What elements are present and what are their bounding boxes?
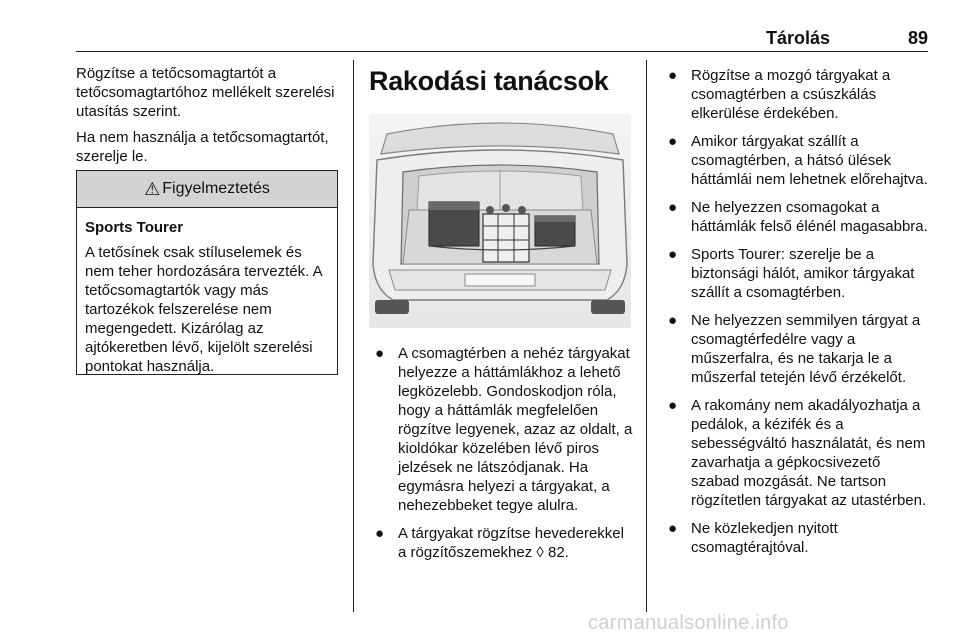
warning-header: [77, 171, 337, 208]
column-divider-2: [646, 60, 647, 612]
list-item: ● Ne helyezzen csomagokat a háttámlák felső élénél magasabbra.: [668, 199, 928, 235]
header-divider: [76, 51, 928, 52]
loading-tips-list-middle: [369, 344, 633, 571]
bullet-icon: ●: [668, 67, 678, 84]
bullet-icon: ●: [375, 345, 385, 362]
warning-subtitle: Sports Tourer: [85, 219, 184, 236]
warning-body: [77, 208, 337, 376]
loading-tips-list-right: [662, 66, 928, 566]
watermark: carmanualsonline.info: [588, 612, 789, 634]
page-header: [76, 24, 928, 50]
list-item: ● Rögzítse a mozgó tárgyakat a csomagtérben a csúszkálás elkerülése érdekében.: [668, 67, 891, 122]
left-column: [76, 64, 338, 173]
bullet-icon: ●: [668, 133, 678, 150]
roof-rack-mount-paragraph: Rögzítse a tetőcsomagtartót a tetőcsomagtartóhoz mellékelt szerelési utasítás szerint.: [76, 65, 335, 120]
loaded-trunk-illustration: [369, 114, 631, 328]
list-item: ● Amikor tárgyakat szállít a csomagtérben, a hátsó ülések háttámlái nem lehetnek előrehajtva.: [668, 133, 928, 188]
bullet-icon: ●: [668, 520, 678, 537]
column-divider-1: [353, 60, 354, 612]
list-item: ● A rakomány nem akadályozhatja a pedálok, a kézifék és a sebességváltó használatát, és nem zavarhatja a gépkocsivezető szabad mozgását. Ne tartson rögzítetlen tárgyakat az utastérben.: [668, 397, 927, 509]
roof-rack-remove-paragraph: Ha nem használja a tetőcsomagtartót, szerelje le.: [76, 129, 329, 165]
bullet-icon: ●: [668, 199, 678, 216]
list-item: ● A csomagtérben a nehéz tárgyakat helyezze a háttámlákhoz a lehető legközelebb. Gondoskodjon róla, hogy a háttámlák megfelelően rögzítve legyenek, azaz az oldalt, a kioldókar közelében lévő piros jelzések ne látszódjanak. Ha egymásra helyezi a tárgyakat, a nehezebbeket tegye alulra.: [375, 345, 633, 514]
list-item: ● A tárgyakat rögzítse hevederekkel a rögzítőszemekhez ◊ 82.: [375, 525, 624, 561]
bullet-icon: ●: [375, 525, 385, 542]
page-heading: Rakodási tanácsok: [369, 66, 609, 96]
list-item: ● Ne közlekedjen nyitott csomagtérajtóval.: [668, 520, 838, 556]
list-item: ● Ne helyezzen semmilyen tárgyat a csomagtérfedélre vagy a műszerfalra, és ne takarja le a műszerfal tetején lévő érzékelőt.: [668, 312, 921, 386]
bullet-icon: ●: [668, 246, 678, 263]
warning-box: [76, 170, 338, 375]
warning-title: Figyelmeztetés: [162, 180, 270, 197]
middle-column-heading-area: [369, 64, 631, 98]
warning-text: A tetősínek csak stíluselemek és nem teher hordozására tervezték. A tetőcsomagtartók vagy más tartozékok felszerelése nem megengedett. Kizárólag az ajtókeretben lévő, kijelölt szerelési pontokat használja.: [85, 244, 322, 375]
warning-triangle-icon: ⚠: [144, 178, 161, 199]
section-title: Tárolás: [765, 28, 830, 48]
page-number: 89: [907, 28, 928, 48]
bullet-icon: ●: [668, 397, 678, 414]
list-item: ● Sports Tourer: szerelje be a biztonsági hálót, amikor tárgyakat szállít a csomagtérben.: [668, 246, 915, 301]
bullet-icon: ●: [668, 312, 678, 329]
